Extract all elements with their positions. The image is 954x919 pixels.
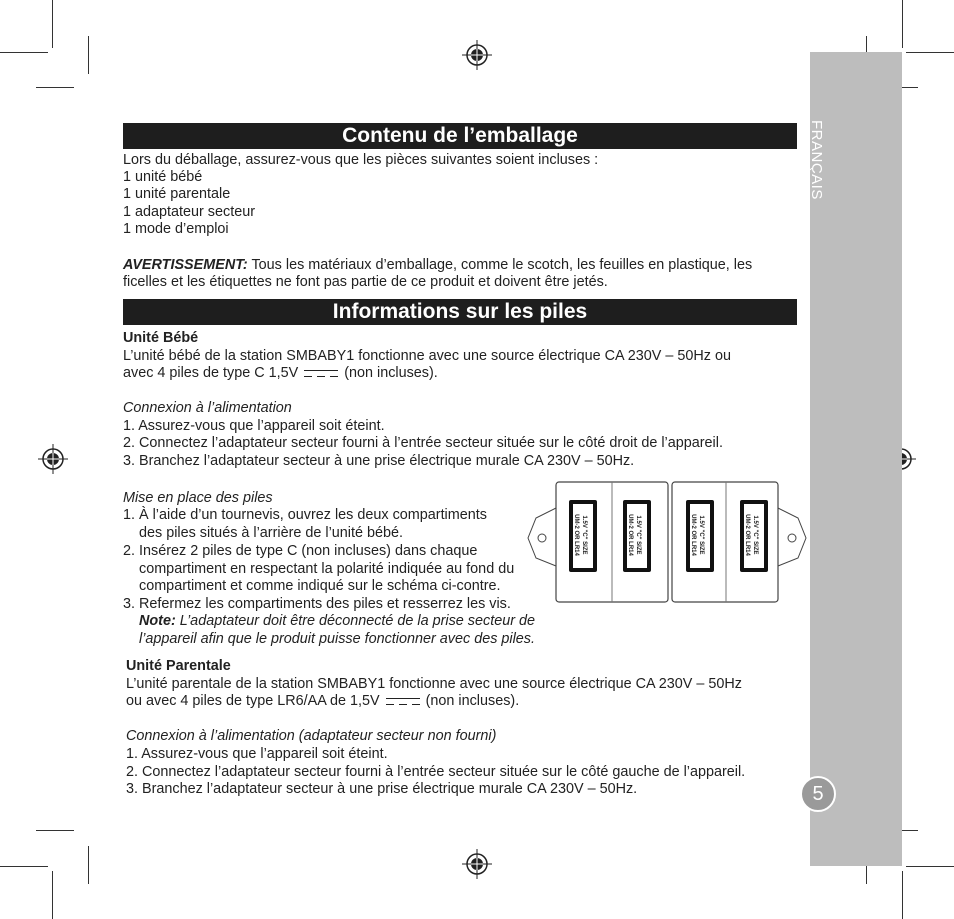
cell-label: UM-2 OR LR14: [573, 514, 579, 556]
crop-mark: [902, 871, 903, 919]
baby-unit-desc: L’unité bébé de la station SMBABY1 fonctionne avec une source électrique CA 230V – 50Hz ou: [123, 348, 732, 364]
baby-unit-desc-text: (non incluses).: [344, 365, 438, 381]
crop-mark: [36, 830, 74, 831]
dc-symbol-icon: [304, 369, 338, 378]
crop-mark: [88, 36, 89, 74]
parent-unit-title: Unité Parentale: [126, 658, 231, 674]
battery-note: [139, 613, 535, 630]
crop-mark: [88, 846, 89, 884]
cell-label: UM-2 OR LR14: [627, 514, 633, 556]
baby-power-title: Connexion à l’alimentation: [123, 400, 292, 416]
page-number-badge: 5: [800, 776, 836, 812]
dc-symbol-icon: [386, 697, 420, 706]
section-heading-battery-info: Informations sur les piles: [123, 299, 797, 325]
battery-install-line: 1. À l’aide d’un tournevis, ouvrez les deux compartiments: [123, 507, 487, 523]
baby-unit-title: Unité Bébé: [123, 330, 199, 346]
parent-unit-desc: [126, 693, 519, 710]
baby-unit-desc: [123, 365, 438, 382]
registration-mark-icon: [462, 849, 492, 879]
package-item: 1 adaptateur secteur: [123, 204, 256, 220]
parent-power-title: Connexion à l’alimentation (adaptateur secteur non fourni): [126, 728, 497, 744]
cell-label: 1.5V "C" SIZE: [698, 515, 704, 555]
section-heading-package-contents: Contenu de l’emballage: [123, 123, 797, 149]
parent-unit-desc-text: ou avec 4 piles de type LR6/AA de 1,5V: [126, 693, 380, 709]
warning-line: ficelles et les étiquettes ne font pas partie de ce produit et doivent être jetés.: [123, 274, 608, 290]
crop-mark: [0, 52, 48, 53]
cell-label: 1.5V "C" SIZE: [752, 515, 758, 555]
language-label: FRANÇAIS: [808, 120, 825, 200]
warning-line: [123, 257, 752, 274]
cell-label: 1.5V "C" SIZE: [581, 515, 587, 555]
battery-note: l’appareil afin que le produit puisse fonctionner avec des piles.: [139, 631, 535, 647]
crop-mark: [52, 871, 53, 919]
battery-cell: [682, 500, 712, 570]
package-item: 1 unité bébé: [123, 169, 203, 185]
parent-power-step: 3. Branchez l’adaptateur secteur à une prise électrique murale CA 230V – 50Hz.: [126, 781, 638, 797]
package-item: 1 unité parentale: [123, 186, 231, 202]
parent-unit-desc: L’unité parentale de la station SMBABY1 fonctionne avec une source électrique CA 230V – 50Hz: [126, 676, 742, 692]
registration-mark-icon: [38, 444, 68, 474]
battery-install-title: Mise en place des piles: [123, 490, 273, 506]
crop-mark: [906, 866, 954, 867]
baby-power-step: 3. Branchez l’adaptateur secteur à une prise électrique murale CA 230V – 50Hz.: [123, 453, 635, 469]
baby-unit-desc-text: avec 4 piles de type C 1,5V: [123, 365, 299, 381]
battery-cell: [736, 500, 766, 570]
cell-label: UM-2 OR LR14: [744, 514, 750, 556]
package-item: 1 mode d’emploi: [123, 221, 229, 237]
crop-mark: [902, 0, 903, 48]
crop-mark: [906, 52, 954, 53]
battery-install-line: 2. Insérez 2 piles de type C (non incluses) dans chaque: [123, 543, 478, 559]
parent-power-step: 2. Connectez l’adaptateur secteur fourni à l’entrée secteur située sur le côté gauche de l’appareil.: [126, 764, 746, 780]
note-label: Note:: [139, 613, 176, 629]
crop-mark: [36, 87, 74, 88]
note-text: L’adaptateur doit être déconnecté de la prise secteur de: [175, 613, 535, 629]
registration-mark-icon: [462, 40, 492, 70]
battery-install-line: 3. Refermez les compartiments des piles et resserrez les vis.: [123, 596, 511, 612]
crop-mark: [0, 866, 48, 867]
package-intro: Lors du déballage, assurez-vous que les pièces suivantes soient incluses :: [123, 152, 599, 168]
parent-unit-desc-text: (non incluses).: [425, 693, 520, 709]
warning-text: Tous les matériaux d’emballage, comme le scotch, les feuilles en plastique, les: [247, 257, 753, 273]
crop-mark: [52, 0, 53, 48]
cell-label: 1.5V "C" SIZE: [635, 515, 641, 555]
cell-label: UM-2 OR LR14: [690, 514, 696, 556]
baby-power-step: 1. Assurez-vous que l’appareil soit éteint.: [123, 418, 385, 434]
battery-cell: [565, 500, 595, 570]
baby-power-step: 2. Connectez l’adaptateur secteur fourni à l’entrée secteur située sur le côté droit de l’appareil.: [123, 435, 723, 451]
battery-install-line: compartiment et comme indiqué sur le schéma ci-contre.: [139, 578, 501, 594]
battery-cell: [619, 500, 649, 570]
battery-install-line: des piles situés à l’arrière de l’unité bébé.: [139, 525, 403, 541]
warning-label: AVERTISSEMENT:: [123, 257, 248, 273]
battery-install-line: compartiment en respectant la polarité indiquée au fond du: [139, 561, 515, 577]
parent-power-step: 1. Assurez-vous que l’appareil soit éteint.: [126, 746, 388, 762]
